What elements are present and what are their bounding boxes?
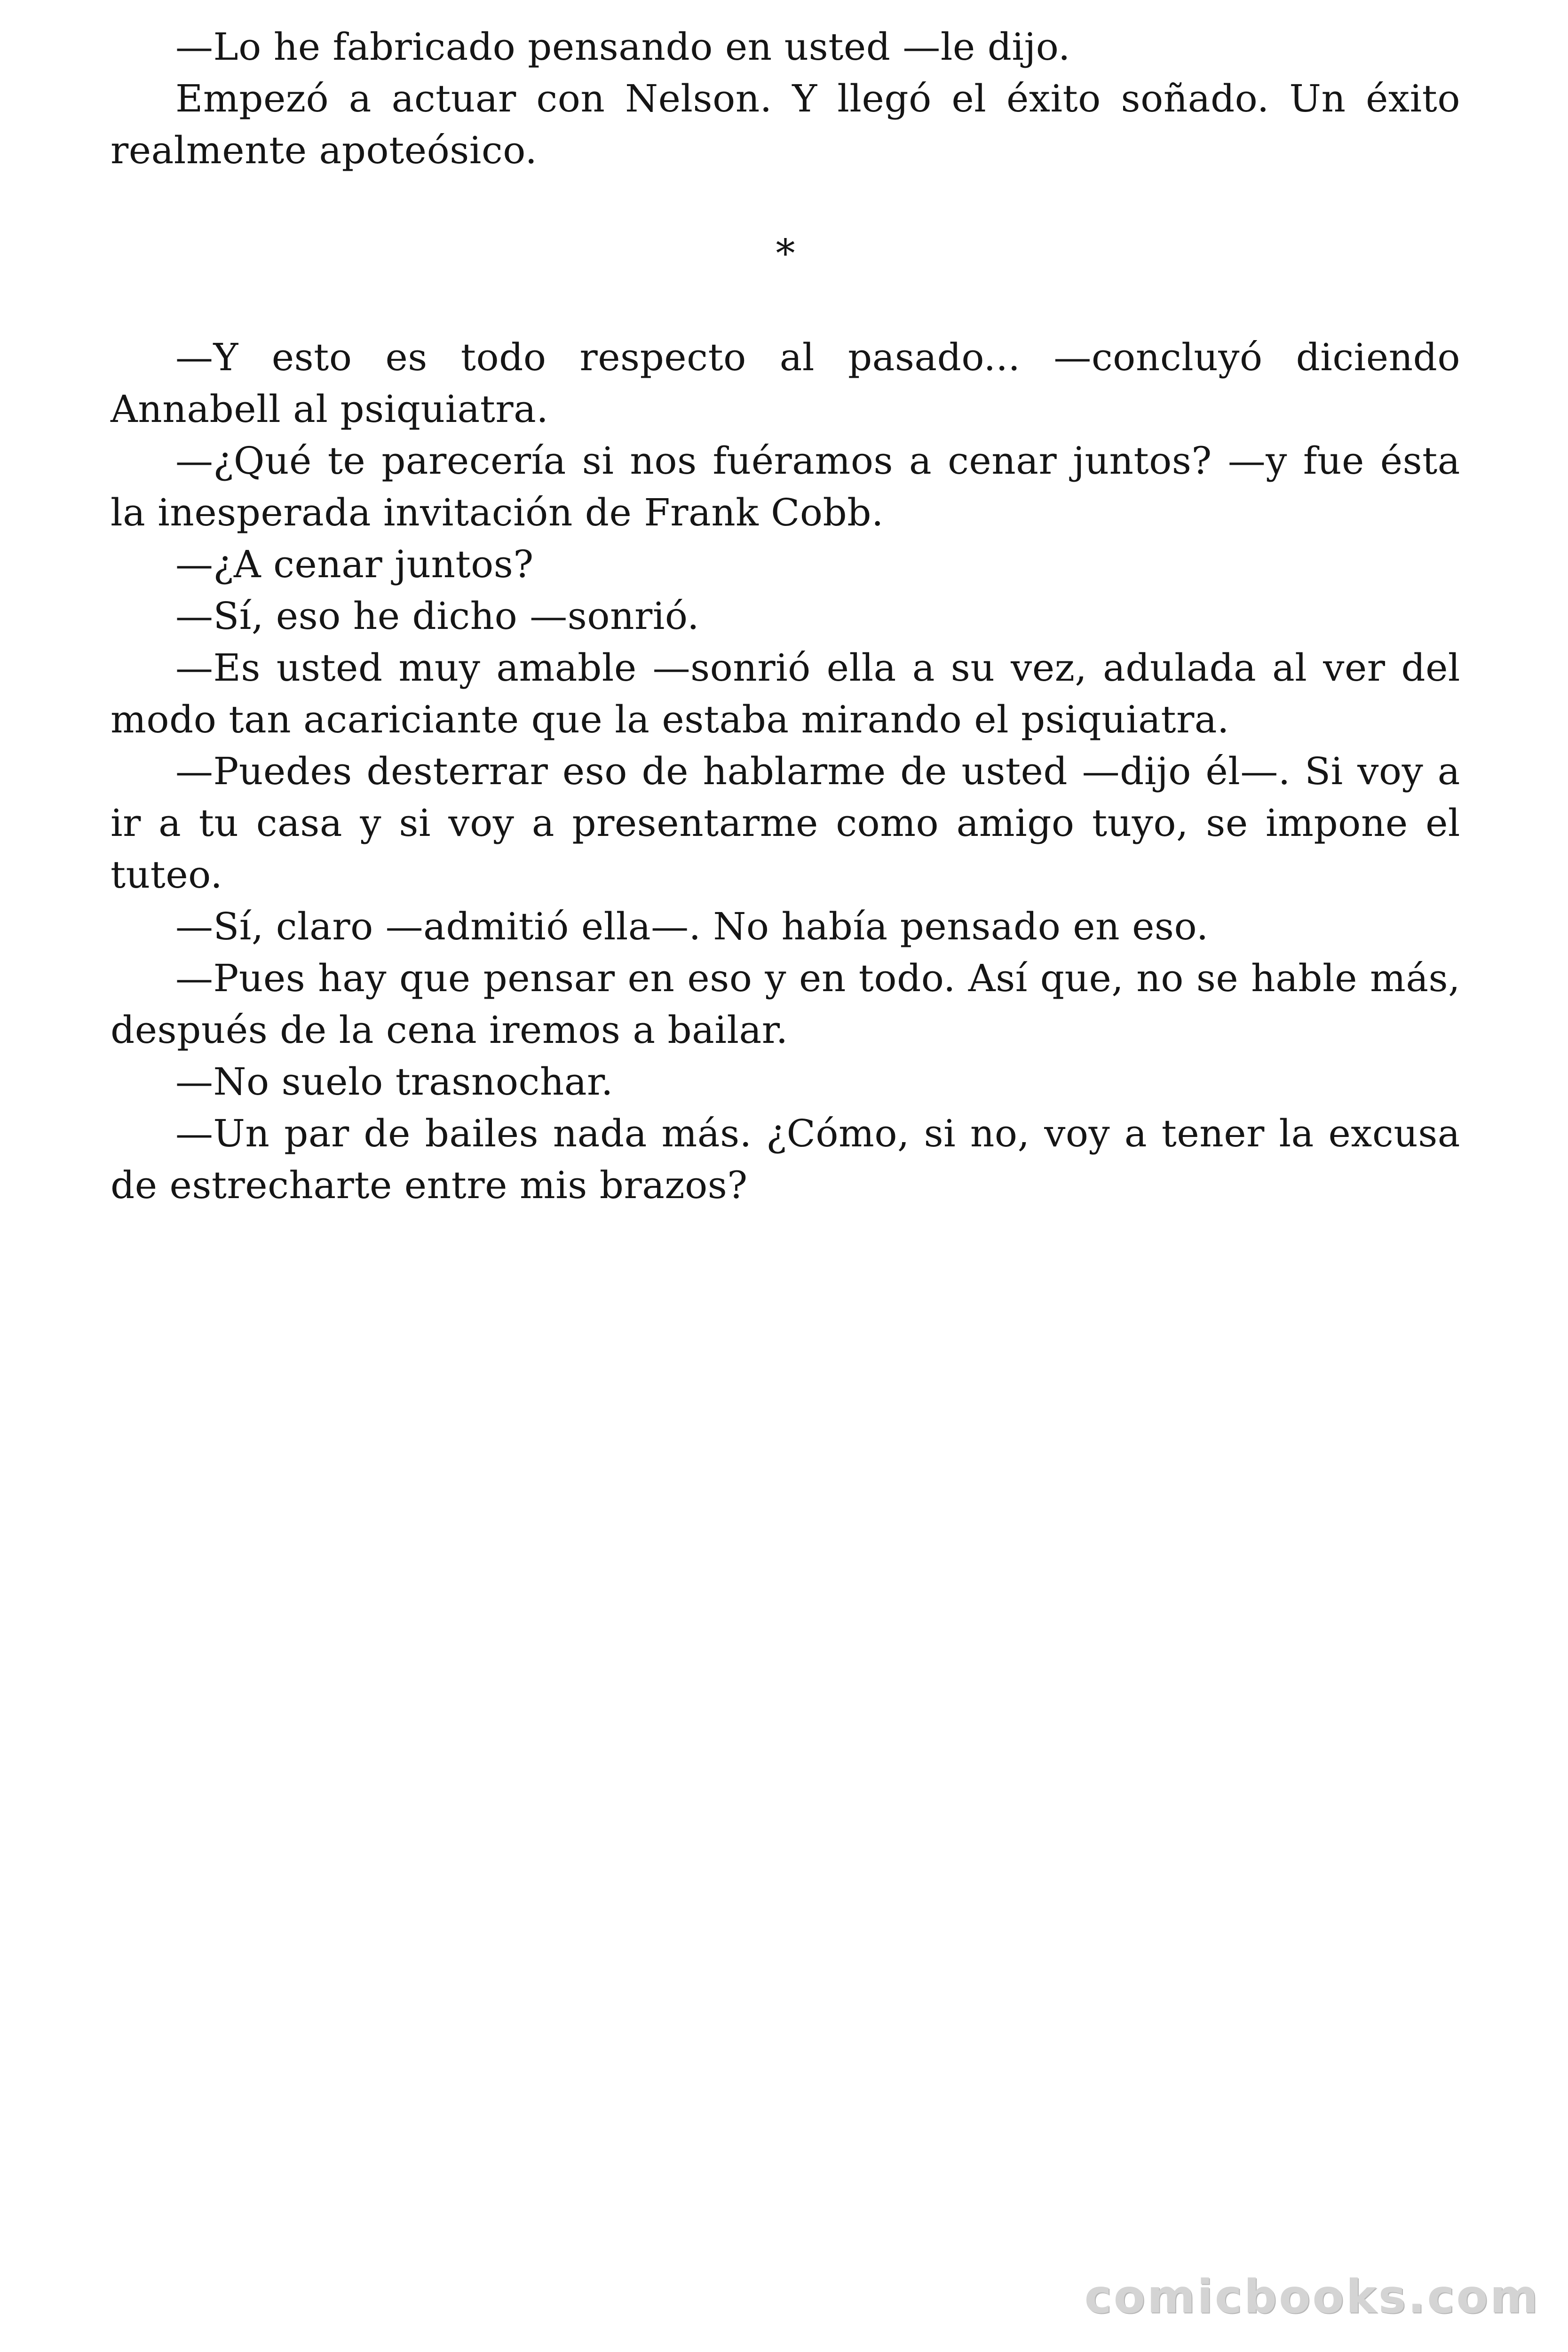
paragraph: —Y esto es todo respecto al pasado... —concluyó diciendo Annabell al psiquiatra. xyxy=(111,335,1460,431)
paragraph: —Puedes desterrar eso de hablarme de usted —dijo él—. Si voy a ir a tu casa y si voy a presentarme como amigo tuyo, se impone el tuteo. xyxy=(111,749,1460,897)
paragraph: —¿A cenar juntos? xyxy=(175,542,534,586)
paragraph: —No suelo trasnochar. xyxy=(175,1060,613,1104)
paragraph: Empezó a actuar con Nelson. Y llegó el éxito soñado. Un éxito realmente apoteósico. xyxy=(111,77,1460,172)
paragraph: —Sí, claro —admitió ella—. No había pensado en eso. xyxy=(175,905,1209,948)
watermark: comicbooks.com xyxy=(1084,2270,1540,2324)
paragraph: —Sí, eso he dicho —sonrió. xyxy=(175,594,700,638)
paragraph: —Pues hay que pensar en eso y en todo. Así que, no se hable más, después de la cena iremos a bailar. xyxy=(111,956,1460,1052)
page-text xyxy=(111,21,1460,1211)
paragraph: —Es usted muy amable —sonrió ella a su vez, adulada al ver del modo tan acariciante que la estaba mirando el psiquiatra. xyxy=(111,646,1460,741)
paragraph: —Lo he fabricado pensando en usted —le dijo. xyxy=(175,25,1070,69)
paragraph: —¿Qué te parecería si nos fuéramos a cenar juntos? —y fue ésta la inesperada invitación de Frank Cobb. xyxy=(111,439,1460,534)
section-separator: * xyxy=(776,231,795,276)
paragraph: —Un par de bailes nada más. ¿Cómo, si no, voy a tener la excusa de estrecharte entre mis brazos? xyxy=(111,1112,1460,1207)
